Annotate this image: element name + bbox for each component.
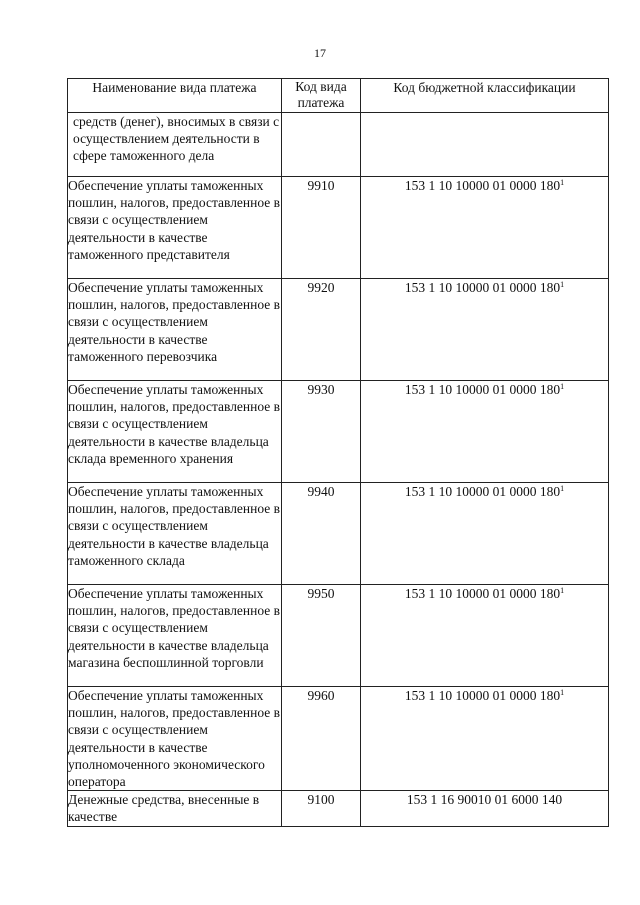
budget-code-value: 153 1 10 10000 01 0000 180 <box>404 382 561 397</box>
footnote-mark: 1 <box>560 586 565 595</box>
payment-types-table <box>67 78 609 827</box>
budget-code-value: 153 1 10 10000 01 0000 180 <box>404 586 561 601</box>
payment-code-cell <box>282 113 361 177</box>
table-header-row <box>68 79 609 113</box>
payment-name-cell: Денежные средства, внесенные в качестве <box>68 791 282 826</box>
payment-code-cell: 9920 <box>282 279 361 381</box>
footnote-mark: 1 <box>560 484 565 493</box>
payment-code-cell: 9100 <box>282 791 361 826</box>
budget-code-cell <box>361 791 609 826</box>
payment-name-cell: Обеспечение уплаты таможенных пошлин, налогов, предоставленное в связи с осуществлением деятельности в качестве таможенного перевозчика <box>68 279 282 381</box>
budget-code-cell <box>361 279 609 381</box>
budget-code-cell <box>361 381 609 483</box>
payment-name-cell: Обеспечение уплаты таможенных пошлин, налогов, предоставленное в связи с осуществлением деятельности в качестве уполномоченного экономического оператора <box>68 688 281 790</box>
payment-name-cell: Обеспечение уплаты таможенных пошлин, налогов, предоставленное в связи с осуществлением деятельности в качестве владельца склада временного хранения <box>68 381 282 483</box>
table-row <box>68 791 609 826</box>
page-number: 17 <box>314 46 326 60</box>
header-payment-name: Наименование вида платежа <box>68 79 282 113</box>
budget-code-cell <box>361 113 609 177</box>
budget-code-cell <box>361 687 609 791</box>
footnote-mark: 1 <box>560 280 565 289</box>
footnote-mark: 1 <box>560 382 565 391</box>
payment-name-cell: Обеспечение уплаты таможенных пошлин, налогов, предоставленное в связи с осуществлением деятельности в качестве владельца таможенного склада <box>68 483 282 585</box>
footnote-mark: 1 <box>560 688 565 697</box>
payment-code-cell: 9950 <box>282 585 361 687</box>
budget-code-cell <box>361 483 609 585</box>
table-row <box>68 177 609 279</box>
payment-code-cell: 9910 <box>282 177 361 279</box>
payment-code-cell: 9960 <box>282 687 361 791</box>
payment-code-cell: 9930 <box>282 381 361 483</box>
budget-code-value: 153 1 10 10000 01 0000 180 <box>404 280 561 295</box>
budget-code-value: 153 1 10 10000 01 0000 180 <box>404 178 561 193</box>
table-row <box>68 483 609 585</box>
table-row <box>68 279 609 381</box>
budget-code-value: 153 1 10 10000 01 0000 180 <box>404 484 561 499</box>
payment-name-cell: средств (денег), вносимых в связи с осуществлением деятельности в сфере таможенного дела <box>68 113 282 177</box>
header-payment-code: Код вида платежа <box>282 79 361 113</box>
table-row <box>68 687 609 791</box>
payment-name-cell: Обеспечение уплаты таможенных пошлин, налогов, предоставленное в связи с осуществлением деятельности в качестве владельца магазина беспошлинной торговли <box>68 585 282 687</box>
budget-code-cell <box>361 585 609 687</box>
budget-code-value: 153 1 16 90010 01 6000 140 <box>406 792 563 808</box>
table-row <box>68 585 609 687</box>
budget-code-cell <box>361 177 609 279</box>
table-row <box>68 381 609 483</box>
budget-code-value: 153 1 10 10000 01 0000 180 <box>404 688 561 703</box>
footnote-mark: 1 <box>560 178 565 187</box>
payment-code-cell: 9940 <box>282 483 361 585</box>
table-row-continuation <box>68 113 609 177</box>
header-budget-code: Код бюджетной классификации <box>361 79 609 113</box>
payment-name-cell: Обеспечение уплаты таможенных пошлин, налогов, предоставленное в связи с осуществлением деятельности в качестве таможенного представителя <box>68 177 282 279</box>
